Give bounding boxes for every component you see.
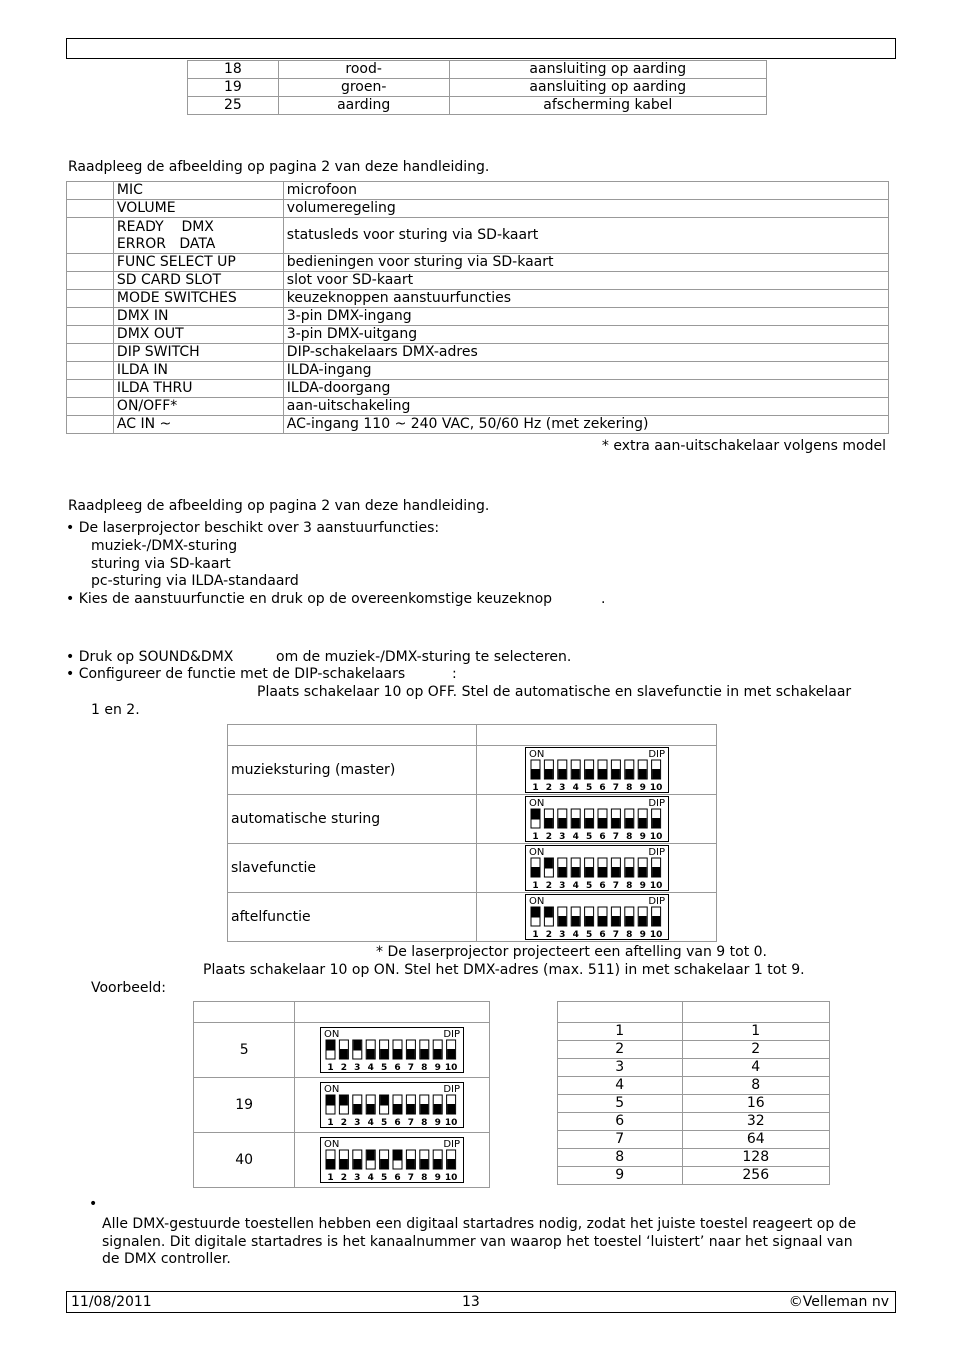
bullet-glyph: •	[89, 1196, 98, 1212]
dip-label: DIP	[648, 896, 665, 907]
svg-text:2: 2	[340, 1118, 348, 1128]
svg-text:7: 7	[407, 1118, 415, 1128]
bullet-glyph: •	[66, 649, 75, 665]
svg-text:10: 10	[649, 783, 663, 793]
dip-switch-10	[650, 858, 663, 891]
desc-cell: statusleds voor sturing via SD-kaart	[283, 218, 888, 254]
function-footnote: * De laserprojector projecteert een aftelling van 9 tot 0.	[376, 944, 767, 960]
dmx-note-line: signalen. Dit digitale startadres is het kanaalnummer van waarop het toestel ‘luistert’ naar het signaal van	[102, 1234, 853, 1250]
table-header-row	[194, 1002, 490, 1023]
address-value: 19	[194, 1078, 295, 1133]
table-row	[188, 61, 767, 79]
svg-text:3: 3	[354, 1063, 361, 1073]
svg-text:4: 4	[572, 881, 579, 891]
function-cell: afscherming kabel	[449, 97, 766, 115]
connector-table	[187, 60, 767, 115]
table-row	[67, 416, 889, 434]
address-value: 40	[194, 1133, 295, 1188]
svg-text:1: 1	[327, 1173, 334, 1183]
dip-on-label: ON	[528, 798, 545, 809]
table-row	[67, 200, 889, 218]
bullet-glyph: •	[66, 666, 75, 682]
svg-text:4: 4	[572, 832, 579, 842]
dip-cell	[477, 893, 717, 942]
table-row	[67, 380, 889, 398]
num-cell	[67, 416, 114, 434]
desc-cell: 3-pin DMX-uitgang	[283, 326, 888, 344]
pin-cell: 18	[188, 61, 279, 79]
svg-text:5: 5	[585, 881, 592, 891]
label-cell: AC IN ~	[113, 416, 283, 434]
address-example-table	[193, 1001, 490, 1188]
table-row	[194, 1078, 490, 1133]
bullet-glyph: •	[66, 591, 75, 607]
svg-text:4: 4	[367, 1118, 375, 1128]
desc-cell: slot voor SD-kaart	[283, 272, 888, 290]
svg-text:4: 4	[367, 1173, 375, 1183]
num-cell	[67, 308, 114, 326]
dip-on-label: ON	[528, 749, 545, 760]
svg-text:1: 1	[532, 930, 539, 940]
table-row	[67, 182, 889, 200]
description-table	[66, 181, 889, 434]
table-row	[188, 97, 767, 115]
desc-cell: microfoon	[283, 182, 888, 200]
label-cell: ON/OFF*	[113, 398, 283, 416]
num-cell	[67, 182, 114, 200]
svg-text:8: 8	[421, 1118, 428, 1128]
dip-switch-10	[650, 760, 663, 793]
desc-cell: ILDA-ingang	[283, 362, 888, 380]
dip-switch-diagram	[320, 1027, 464, 1073]
pin-cell: 25	[188, 97, 279, 115]
dip-label: DIP	[443, 1084, 461, 1095]
value-cell: 4	[682, 1059, 830, 1077]
svg-text:10: 10	[649, 832, 663, 842]
switch-cell: 3	[558, 1059, 683, 1077]
svg-text:6: 6	[599, 881, 606, 891]
label-cell: VOLUME	[113, 200, 283, 218]
auto-paragraph: Plaats schakelaar 10 op OFF. Stel de automatische en slavefunctie in met schakelaar	[257, 684, 852, 700]
svg-text:4: 4	[572, 783, 579, 793]
dip-on-label: ON	[324, 1084, 340, 1095]
svg-text:1: 1	[327, 1118, 334, 1128]
svg-text:7: 7	[407, 1173, 415, 1183]
dmx-note-line: Alle DMX-gestuurde toestellen hebben een digitaal startadres nodig, zodat het juiste toestel reageert op de	[102, 1216, 857, 1232]
header-box	[66, 38, 896, 59]
usage-intro: Raadpleeg de afbeelding op pagina 2 van deze handleiding.	[68, 498, 490, 514]
footer-copyright: ©Velleman nv	[788, 1294, 889, 1310]
table-row	[67, 290, 889, 308]
svg-text:10: 10	[649, 881, 663, 891]
table-row	[558, 1077, 830, 1095]
svg-text:6: 6	[599, 832, 606, 842]
example-label: Voorbeeld:	[91, 980, 166, 996]
svg-text:1: 1	[532, 783, 539, 793]
bullet-end: .	[601, 591, 606, 607]
table-row	[67, 308, 889, 326]
value-cell: 16	[682, 1095, 830, 1113]
svg-text:9: 9	[434, 1118, 442, 1128]
table-row	[67, 218, 889, 254]
mode-item: pc-sturing via ILDA-standaard	[91, 573, 299, 589]
function-label: aftelfunctie	[228, 893, 477, 942]
svg-text:6: 6	[394, 1063, 401, 1073]
svg-text:9: 9	[434, 1173, 442, 1183]
num-cell	[67, 326, 114, 344]
svg-text:6: 6	[599, 930, 606, 940]
svg-text:6: 6	[394, 1118, 401, 1128]
table-row	[67, 362, 889, 380]
bullet-item	[66, 591, 552, 608]
dip-switch-diagram	[320, 1082, 464, 1128]
svg-text:10: 10	[445, 1118, 458, 1128]
dip-on-label: ON	[528, 847, 545, 858]
dip-switch-diagram	[525, 894, 669, 940]
svg-text:5: 5	[585, 783, 592, 793]
table-row	[228, 844, 717, 893]
svg-text:5: 5	[585, 930, 592, 940]
label-cell: ILDA IN	[113, 362, 283, 380]
svg-text:8: 8	[421, 1063, 428, 1073]
svg-text:5: 5	[585, 832, 592, 842]
svg-text:9: 9	[639, 930, 646, 940]
function-cell: aansluiting op aarding	[449, 61, 766, 79]
function-cell: aansluiting op aarding	[449, 79, 766, 97]
address-value: 5	[194, 1023, 295, 1078]
svg-text:3: 3	[558, 930, 566, 940]
num-cell	[67, 380, 114, 398]
table-row	[67, 344, 889, 362]
footer-page-number: 13	[462, 1294, 480, 1310]
svg-text:2: 2	[545, 783, 552, 793]
table-row	[558, 1041, 830, 1059]
dmx-paragraph: Plaats schakelaar 10 op ON. Stel het DMX-adres (max. 511) in met schakelaar 1 tot 9.	[203, 962, 805, 978]
desc-cell: volumeregeling	[283, 200, 888, 218]
value-cell: 128	[682, 1149, 830, 1167]
svg-text:5: 5	[381, 1118, 388, 1128]
svg-text:5: 5	[381, 1063, 388, 1073]
svg-text:2: 2	[545, 832, 552, 842]
dip-on-label: ON	[324, 1139, 340, 1150]
label-cell: READY DMX ERROR DATA	[113, 218, 283, 254]
svg-text:3: 3	[558, 832, 566, 842]
svg-text:7: 7	[612, 930, 619, 940]
num-cell	[67, 200, 114, 218]
svg-text:7: 7	[612, 783, 619, 793]
svg-text:2: 2	[340, 1173, 348, 1183]
bullet-item	[66, 666, 405, 683]
description-footnote: * extra aan-uitschakelaar volgens model	[601, 438, 886, 454]
desc-cell: keuzeknoppen aanstuurfuncties	[283, 290, 888, 308]
mode-item: sturing via SD-kaart	[91, 556, 231, 572]
mode-item: muziek-/DMX-sturing	[91, 538, 238, 554]
dip-switch-10	[445, 1095, 458, 1128]
table-row	[67, 254, 889, 272]
table-row	[558, 1131, 830, 1149]
value-cell: 1	[682, 1023, 830, 1041]
dip-cell	[295, 1133, 490, 1188]
value-cell: 8	[682, 1077, 830, 1095]
bullet-item	[66, 649, 233, 666]
table-header-row	[228, 725, 717, 746]
auto-paragraph-2: 1 en 2.	[91, 702, 140, 718]
dip-switch-diagram	[320, 1137, 464, 1183]
label-cell: FUNC SELECT UP	[113, 254, 283, 272]
svg-text:4: 4	[367, 1063, 375, 1073]
bullet-glyph: •	[66, 520, 75, 536]
switch-cell: 9	[558, 1167, 683, 1185]
svg-text:8: 8	[625, 783, 633, 793]
num-cell	[67, 254, 114, 272]
table-row	[228, 795, 717, 844]
value-cell: 256	[682, 1167, 830, 1185]
svg-text:10: 10	[445, 1063, 458, 1073]
table-row	[194, 1133, 490, 1188]
desc-cell: aan-uitschakeling	[283, 398, 888, 416]
svg-text:3: 3	[354, 1118, 361, 1128]
table-header-row	[558, 1002, 830, 1023]
num-cell	[67, 344, 114, 362]
dip-on-label: ON	[528, 896, 545, 907]
bullet-text: Druk op SOUND&DMX	[78, 649, 234, 665]
dip-label: DIP	[443, 1139, 461, 1150]
svg-text:9: 9	[639, 832, 646, 842]
svg-text:2: 2	[340, 1063, 348, 1073]
dip-label: DIP	[443, 1029, 461, 1040]
table-row	[558, 1113, 830, 1131]
desc-cell: DIP-schakelaars DMX-adres	[283, 344, 888, 362]
svg-text:7: 7	[612, 881, 619, 891]
dip-switch-diagram	[525, 845, 669, 891]
value-cell: 2	[682, 1041, 830, 1059]
svg-text:7: 7	[612, 832, 619, 842]
desc-cell: ILDA-doorgang	[283, 380, 888, 398]
svg-text:9: 9	[639, 881, 646, 891]
table-row	[558, 1149, 830, 1167]
num-cell	[67, 362, 114, 380]
dip-cell	[477, 844, 717, 893]
svg-text:6: 6	[394, 1173, 401, 1183]
table-row	[228, 893, 717, 942]
num-cell	[67, 398, 114, 416]
table-row	[67, 326, 889, 344]
svg-text:8: 8	[625, 930, 633, 940]
switch-cell: 1	[558, 1023, 683, 1041]
bullet-text: Configureer de functie met de DIP-schakelaars	[78, 666, 406, 682]
label-cell: SD CARD SLOT	[113, 272, 283, 290]
desc-cell: AC-ingang 110 ~ 240 VAC, 50/60 Hz (met zekering)	[283, 416, 888, 434]
svg-text:2: 2	[545, 881, 552, 891]
label-cell: DMX IN	[113, 308, 283, 326]
svg-text:6: 6	[599, 783, 606, 793]
function-label: muzieksturing (master)	[228, 746, 477, 795]
svg-text:10: 10	[649, 930, 663, 940]
switch-cell: 2	[558, 1041, 683, 1059]
svg-text:7: 7	[407, 1063, 415, 1073]
label-cell: MIC	[113, 182, 283, 200]
svg-text:2: 2	[545, 930, 552, 940]
value-cell: 64	[682, 1131, 830, 1149]
table-row	[194, 1023, 490, 1078]
switch-value-table	[557, 1001, 830, 1185]
dip-label: DIP	[648, 798, 665, 809]
switch-cell: 8	[558, 1149, 683, 1167]
color-cell: groen-	[278, 79, 449, 97]
switch-cell: 4	[558, 1077, 683, 1095]
function-label: slavefunctie	[228, 844, 477, 893]
function-label: automatische sturing	[228, 795, 477, 844]
svg-text:10: 10	[445, 1173, 458, 1183]
label-cell: MODE SWITCHES	[113, 290, 283, 308]
bullet-end: :	[452, 666, 457, 682]
svg-text:1: 1	[532, 881, 539, 891]
switch-cell: 5	[558, 1095, 683, 1113]
desc-cell: 3-pin DMX-ingang	[283, 308, 888, 326]
table-row	[67, 272, 889, 290]
dip-on-label: ON	[324, 1029, 340, 1040]
table-row	[558, 1023, 830, 1041]
color-cell: rood-	[278, 61, 449, 79]
table-row	[228, 746, 717, 795]
svg-text:9: 9	[639, 783, 646, 793]
dip-cell	[295, 1078, 490, 1133]
bullet-item	[66, 520, 439, 537]
dip-cell	[295, 1023, 490, 1078]
svg-text:8: 8	[421, 1173, 428, 1183]
dmx-note-line: de DMX controller.	[102, 1251, 231, 1267]
svg-text:5: 5	[381, 1173, 388, 1183]
dip-switch-10	[650, 809, 663, 842]
value-cell: 32	[682, 1113, 830, 1131]
description-intro: Raadpleeg de afbeelding op pagina 2 van deze handleiding.	[68, 159, 490, 175]
dip-cell	[477, 795, 717, 844]
svg-text:1: 1	[327, 1063, 334, 1073]
pin-cell: 19	[188, 79, 279, 97]
label-cell: DIP SWITCH	[113, 344, 283, 362]
bullet-text: De laserprojector beschikt over 3 aanstuurfuncties:	[78, 520, 440, 536]
color-cell: aarding	[278, 97, 449, 115]
svg-text:8: 8	[625, 881, 633, 891]
dip-label: DIP	[648, 749, 665, 760]
dip-switch-10	[445, 1150, 458, 1183]
label-cell: ILDA THRU	[113, 380, 283, 398]
table-row	[67, 398, 889, 416]
num-cell	[67, 290, 114, 308]
table-row	[558, 1059, 830, 1077]
dip-switch-diagram	[525, 796, 669, 842]
table-row	[188, 79, 767, 97]
bullet-text-continued: om de muziek-/DMX-sturing te selecteren.	[276, 649, 572, 665]
table-row	[558, 1167, 830, 1185]
dip-switch-10	[445, 1040, 458, 1073]
footer-date: 11/08/2011	[71, 1294, 152, 1310]
dip-switch-diagram	[525, 747, 669, 793]
svg-text:8: 8	[625, 832, 633, 842]
switch-cell: 7	[558, 1131, 683, 1149]
svg-text:4: 4	[572, 930, 579, 940]
switch-cell: 6	[558, 1113, 683, 1131]
num-cell	[67, 218, 114, 254]
page-footer	[66, 1291, 896, 1313]
dip-label: DIP	[648, 847, 665, 858]
dip-cell	[477, 746, 717, 795]
table-row	[558, 1095, 830, 1113]
svg-text:3: 3	[354, 1173, 361, 1183]
svg-text:1: 1	[532, 832, 539, 842]
function-dip-table	[227, 724, 717, 942]
dip-switch-10	[650, 907, 663, 940]
svg-text:3: 3	[558, 881, 566, 891]
desc-cell: bedieningen voor sturing via SD-kaart	[283, 254, 888, 272]
bullet-text: Kies de aanstuurfunctie en druk op de overeenkomstige keuzeknop	[78, 591, 553, 607]
label-cell: DMX OUT	[113, 326, 283, 344]
num-cell	[67, 272, 114, 290]
svg-text:3: 3	[558, 783, 566, 793]
svg-text:9: 9	[434, 1063, 442, 1073]
